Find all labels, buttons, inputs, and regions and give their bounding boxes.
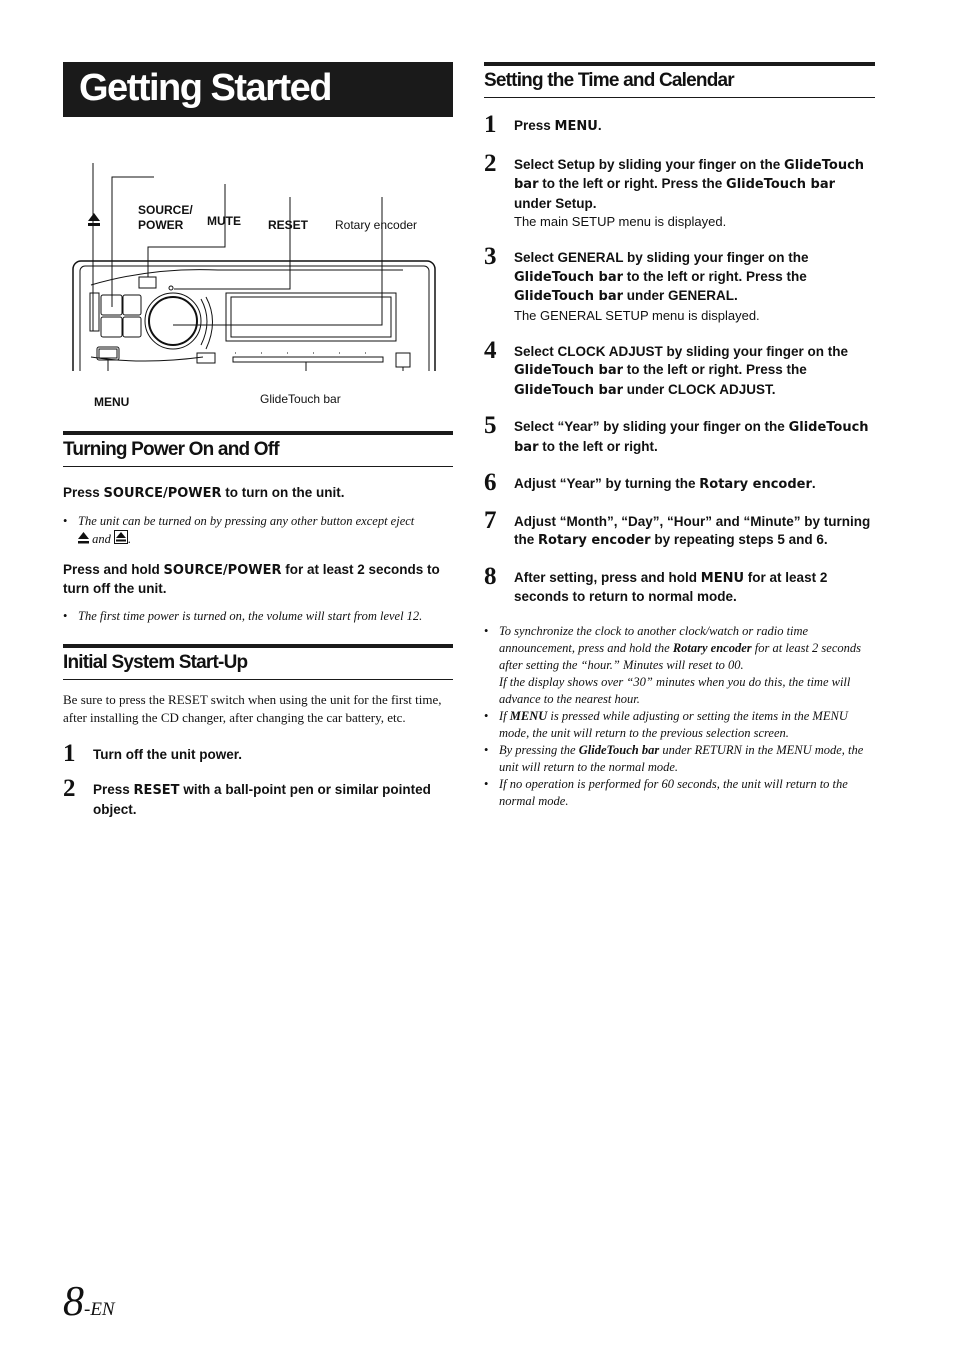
text: Press xyxy=(514,118,555,133)
text: If no operation is performed for 60 seconds, the unit will return to the normal mode. xyxy=(499,776,848,808)
text: is pressed while adjusting or setting the items in the MENU mode, the unit will return to the previous selection screen. xyxy=(499,708,848,740)
text: under RETURN in the MENU mode, the unit will return to the normal mode. xyxy=(499,742,864,774)
label-source-power: SOURCE/ POWER xyxy=(138,203,193,232)
power-on-instruction xyxy=(63,484,453,504)
keyword-glidetouch-bar: GlideTouch bar xyxy=(726,177,836,192)
power-note-1 xyxy=(63,513,453,548)
head-unit-illustration xyxy=(63,117,453,371)
step-text xyxy=(514,513,875,551)
step-text xyxy=(514,343,875,401)
text: Select “Year” by sliding your finger on the xyxy=(514,419,789,434)
clock-note-1 xyxy=(484,623,875,708)
text: After setting, press and hold xyxy=(514,569,701,585)
clock-step-5 xyxy=(484,412,875,457)
step-number: 1 xyxy=(63,739,76,767)
step-text xyxy=(514,569,875,607)
page-number-suffix: -EN xyxy=(84,1299,115,1320)
step-text xyxy=(93,781,453,819)
text: . xyxy=(811,476,816,491)
step-number: 7 xyxy=(484,506,497,534)
keyword-glidetouch-bar: GlideTouch bar xyxy=(514,420,869,455)
clock-note-2 xyxy=(484,708,875,742)
left-column xyxy=(63,62,453,819)
text: Press xyxy=(93,782,134,797)
keyword-glidetouch-bar: GlideTouch bar xyxy=(514,289,624,304)
heading-clock: Setting the Time and Calendar xyxy=(484,62,875,98)
text: If xyxy=(499,708,510,723)
step-number: 4 xyxy=(484,336,497,364)
step-text xyxy=(514,249,875,307)
step-number: 2 xyxy=(484,149,497,177)
clock-step-7 xyxy=(484,506,875,551)
heading-startup: Initial System Start-Up xyxy=(63,644,453,680)
text: under Setup. xyxy=(514,195,597,211)
keyword-source-power: SOURCE/POWER xyxy=(163,562,282,578)
text: for at least 2 seconds after setting the “hour.” Minutes will reset to 00. xyxy=(499,640,862,672)
startup-step-2 xyxy=(63,775,453,819)
text: to the left or right. xyxy=(538,438,658,454)
step-text xyxy=(514,117,875,137)
clock-step-8 xyxy=(484,562,875,607)
keyword-rotary-encoder: Rotary encoder xyxy=(699,477,812,492)
text: under CLOCK ADJUST. xyxy=(623,381,776,397)
step-text xyxy=(514,418,875,457)
step-text: Turn off the unit power. xyxy=(93,746,242,762)
text: for at least 2 seconds to return to normal mode. xyxy=(514,569,828,604)
label-mute: MUTE xyxy=(207,214,241,228)
keyword-menu: MENU xyxy=(509,708,548,723)
text: to the left or right. Press the xyxy=(538,176,727,191)
text: to the left or right. Press the xyxy=(623,362,807,377)
text: Press and hold xyxy=(63,561,164,577)
text: by repeating steps 5 and 6. xyxy=(650,532,828,547)
clock-step-2 xyxy=(484,149,875,232)
open-eject-icon xyxy=(114,530,128,544)
keyword-rotary-encoder: Rotary encoder xyxy=(672,640,752,655)
keyword-source-power: SOURCE/POWER xyxy=(103,486,222,501)
text: to the left or right. Press the xyxy=(623,268,807,284)
clock-note-4 xyxy=(484,776,875,810)
clock-step-3 xyxy=(484,243,875,325)
text: with a ball-point pen or similar pointed object. xyxy=(93,782,431,817)
label-rotary-encoder: Rotary encoder xyxy=(335,218,418,232)
clock-step-6 xyxy=(484,469,875,496)
step-text xyxy=(514,475,875,495)
clock-step-4 xyxy=(484,336,875,401)
right-column xyxy=(484,62,875,810)
text: for at least 2 seconds to turn off the unit. xyxy=(63,561,440,596)
text: If the display shows over “30” minutes when you do this, the time will advance to the nearest hour. xyxy=(499,674,851,706)
keyword-menu: MENU xyxy=(554,119,598,134)
text: to turn on the unit. xyxy=(221,485,345,500)
step-text xyxy=(514,156,875,214)
page-number xyxy=(63,1278,115,1326)
text: under GENERAL. xyxy=(623,288,738,303)
page-number-value: 8 xyxy=(63,1279,84,1325)
text: The unit can be turned on by pressing any other button except eject xyxy=(78,513,415,528)
heading-power: Turning Power On and Off xyxy=(63,431,453,467)
text: and xyxy=(92,531,111,546)
keyword-glidetouch-bar: GlideTouch bar xyxy=(514,157,865,192)
page-title: Getting Started xyxy=(63,62,453,117)
text: Select CLOCK ADJUST by sliding your finger on the xyxy=(514,343,849,359)
text: . xyxy=(128,531,132,546)
keyword-glidetouch-bar: GlideTouch bar xyxy=(514,382,624,398)
text: Select Setup by sliding your finger on the xyxy=(514,156,785,172)
step-number: 2 xyxy=(63,775,76,802)
clock-notes xyxy=(484,623,875,810)
clock-note-3 xyxy=(484,742,875,776)
keyword-reset: RESET xyxy=(133,783,180,798)
text: To synchronize the clock to another clock/watch or radio time announcement, press and hold the xyxy=(499,623,809,655)
startup-step-1 xyxy=(63,739,453,767)
keyword-glidetouch-bar: GlideTouch bar xyxy=(578,742,660,757)
keyword-glidetouch-bar: GlideTouch bar xyxy=(514,363,624,378)
label-glidetouch-bar: GlideTouch bar xyxy=(260,392,341,406)
keyword-menu: MENU xyxy=(700,570,745,586)
text: Select GENERAL by sliding your finger on the xyxy=(514,250,809,265)
step-number: 1 xyxy=(484,111,497,138)
keyword-rotary-encoder: Rotary encoder xyxy=(538,533,651,548)
clock-step-1 xyxy=(484,111,875,138)
label-reset: RESET xyxy=(268,218,309,232)
keyword-glidetouch-bar: GlideTouch bar xyxy=(514,269,624,285)
power-note-2: • The first time power is turned on, the volume will start from level 12. xyxy=(63,608,453,625)
step-number: 6 xyxy=(484,469,497,496)
text: Adjust “Month”, “Day”, “Hour” and “Minute” by turning the xyxy=(514,513,871,547)
text: . xyxy=(597,118,602,133)
label-menu: MENU xyxy=(94,395,130,409)
head-unit-diagram xyxy=(63,117,453,409)
step-number: 3 xyxy=(484,243,497,270)
text: Press xyxy=(63,485,104,500)
startup-intro: Be sure to press the RESET switch when using the unit for the first time, after installing the CD changer, after changing the car battery, etc. xyxy=(63,691,442,725)
power-off-instruction xyxy=(63,561,453,599)
text: By pressing the xyxy=(499,742,579,757)
step-result: The GENERAL SETUP menu is displayed. xyxy=(514,307,760,323)
step-number: 5 xyxy=(484,412,497,439)
step-result: The main SETUP menu is displayed. xyxy=(514,214,727,229)
step-number: 8 xyxy=(484,562,497,590)
text: Adjust “Year” by turning the xyxy=(514,476,700,491)
eject-icon xyxy=(78,532,89,544)
